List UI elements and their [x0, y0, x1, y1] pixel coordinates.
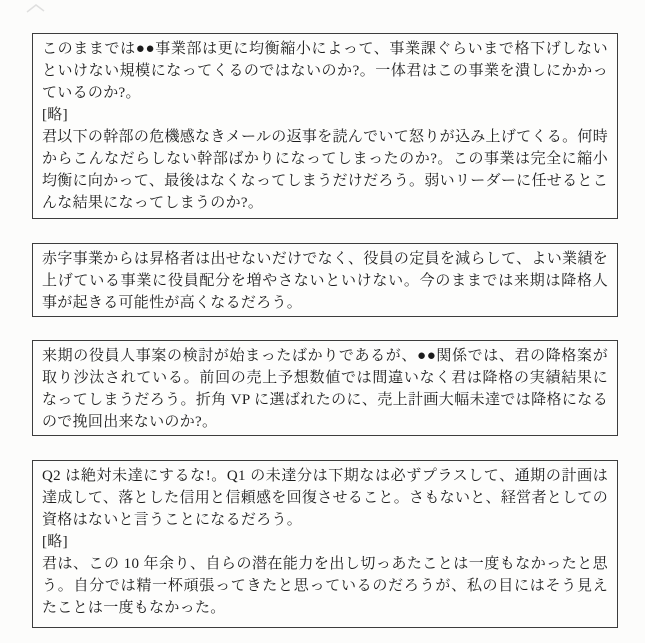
quote-paragraph: このままでは●●事業部は更に均衡縮小によって、事業課ぐらいまで格下げしないといけない規模になってくるのではないのか?。一体君はこの事業を潰しにかかっているのか?。 — [42, 41, 608, 101]
quote-paragraph: Q2 は絶対未達にするな!。Q1 の未達分は下期なは必ずプラスして、通期の計画は達成して、落とした信用と信頼感を回復させること。さもないと、経営者としての資格はないと言うことになるだろう。 — [42, 468, 608, 528]
quote-paragraph: 来期の役員人事案の検討が始まったばかりであるが、●●関係では、君の降格案が取り沙汰されている。前回の売上予想数値では間違いなく君は降格の実績結果になってしまうだろう。折角 VP に選ばれたのに、売上計画大幅未達では降格になるので挽回出来ないのか?。 — [42, 348, 608, 430]
omission-marker: [略] — [42, 534, 68, 550]
quote-block-4 — [32, 460, 618, 628]
quote-block-2 — [32, 243, 618, 317]
stray-pen-mark — [24, 2, 48, 16]
quote-paragraph: 赤字事業からは昇格者は出せないだけでなく、役員の定員を減らして、よい業績を上げている事業に役員配分を増やさないといけない。今のままでは来期は降格人事が起きる可能性が高くなるだろう。 — [42, 251, 608, 311]
quote-paragraph: 君は、この 10 年余り、自らの潜在能力を出し切っあたことは一度もなかったと思う。自分では精一杯頑張ってきたと思っているのだろうが、私の目にはそう見えたことは一度もなかった。 — [42, 556, 608, 616]
quote-block-3 — [32, 340, 618, 436]
quote-paragraph: 君以下の幹部の危機感なきメールの返事を読んでいて怒りが込み上げてくる。何時からこんなだらしない幹部ばかりになってしまったのか?。この事業は完全に縮小均衡に向かって、最後はなくなってしまうだけだろう。弱いリーダーに任せるとこんな結果になってしまうのか?。 — [42, 129, 608, 211]
omission-marker: [略] — [42, 107, 68, 123]
quote-block-1 — [32, 33, 618, 219]
